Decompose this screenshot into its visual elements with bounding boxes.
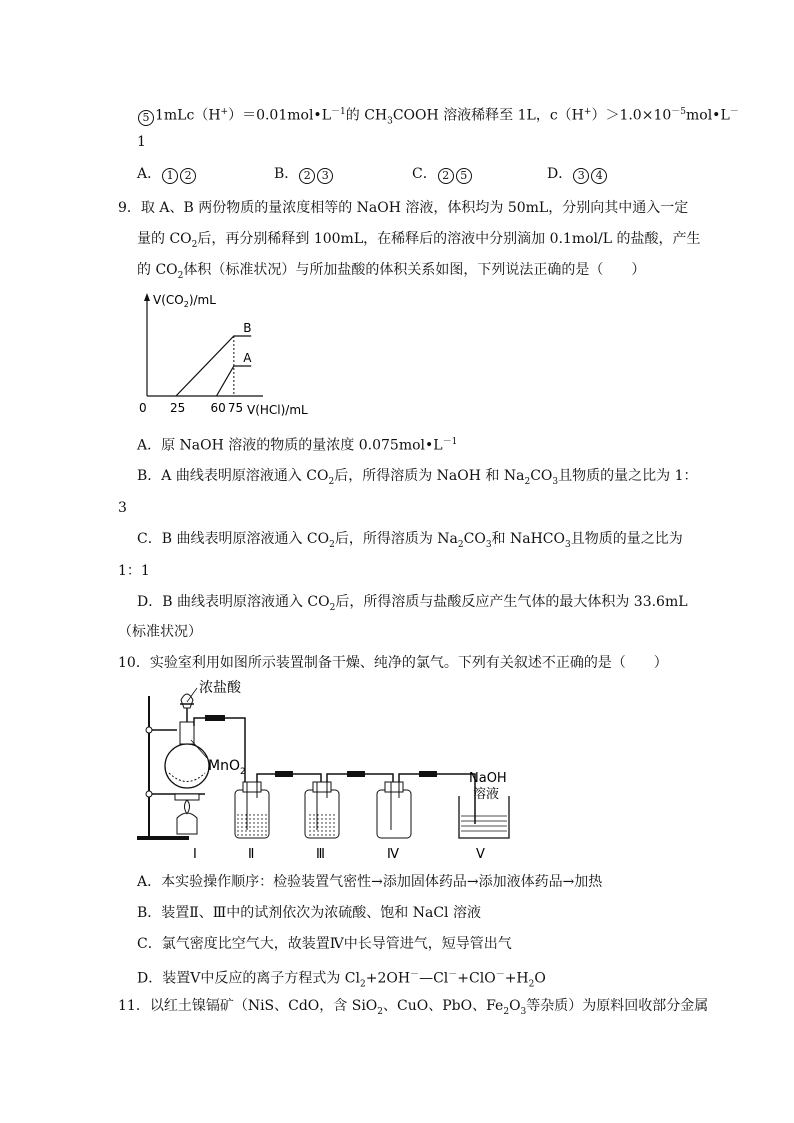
q8-item5-wrap: 1 [137,134,146,150]
q10-option-a[interactable]: A．本实验操作顺序：检验装置气密性→添加固体药品→添加液体药品→加热 [137,874,603,890]
x-tick-label-75: 75 [227,401,244,415]
x-tick-label-0: 0 [139,401,147,415]
q10-apparatus [125,678,545,863]
q9-stem-3: 的 $CO_2$体积（标准状况）与所加盐酸的体积关系如图，下列说法正确的是（ ） [137,262,646,281]
q9-stem-1: 9．取 A、B 两份物质的量浓度相等的 NaOH 溶液，体积均为 50mL，分别向其中通入一定 [118,200,689,216]
y-axis-label: $V(CO_2)/mL$ [153,293,216,309]
bottle-2 [235,782,269,838]
bottle-3 [305,782,339,838]
q11-stem: 11．以红土镍镉矿（NiS、CdO，含 SiO$_2$、CuO、PbO、$Fe_2O_3$等杂质）为原料回收部分金属 [118,998,709,1017]
label-mno2: MnO$_2$ [208,758,246,777]
series-label-A: A [243,351,252,365]
label-iii: Ⅲ [316,847,325,862]
stand-base [137,836,189,840]
q9-stem-2: 量的 $CO_2$后，再分别稀释到 100mL，在稀释后的溶液中分别滴加 0.1mol/L 的盐酸，产生 [137,231,701,250]
x-tick-label-25: 25 [169,401,186,415]
q9-option-b[interactable]: B．A 曲线表明原溶液通入 $CO_2$后，所得溶质为 NaOH 和 $Na_2CO_3$且物质的量之比为 1： [137,468,698,487]
q9-option-d[interactable]: D．B 曲线表明原溶液通入 $CO_2$后，所得溶质与盐酸反应产生气体的最大体积为 33.6mL [137,594,688,613]
q10-stem: 10．实验室利用如图所示装置制备干燥、纯净的氯气。下列有关叙述不正确的是（ ） [118,655,668,671]
q9-option-d-wrap: （标准状况） [118,624,202,640]
label-naoh: NaOH [469,771,507,786]
q10-option-d[interactable]: D．装置Ⅴ中反应的离子方程式为 $Cl_2+2OH^-—Cl^-+ClO^-+H_2O$ [137,970,546,990]
label-conc-hcl: 浓盐酸 [199,680,241,696]
alcohol-lamp [177,813,197,834]
q10-option-b[interactable]: B．装置Ⅱ、Ⅲ中的试剂依次为浓硫酸、饱和 NaCl 溶液 [137,905,481,921]
q8-option-d[interactable]: D． 3 4 [547,164,608,184]
x-axis-label: V(HCl)/mL [247,403,308,417]
q9-chart [135,288,335,418]
label-ii: Ⅱ [248,847,255,862]
q9-option-b-wrap: 3 [118,500,127,516]
q8-option-b[interactable]: B． 2 3 [274,164,334,184]
y-axis-arrow [144,293,150,301]
x-tick-label-60: 60 [210,401,226,415]
label-v: Ⅴ [476,847,485,862]
label-i: Ⅰ [193,847,197,862]
q10-option-c[interactable]: C．氯气密度比空气大，故装置Ⅳ中长导管进气，短导管出气 [137,936,512,952]
bottle-4 [377,782,411,838]
q8-option-a[interactable]: A． 1 2 [137,164,197,184]
label-solution: 溶液 [473,787,500,802]
q9-option-c-wrap: 1：1 [118,563,150,579]
beaker-5 [459,796,509,838]
label-iv: Ⅳ [387,847,399,862]
q9-option-a[interactable]: A．原 NaOH 溶液的物质的量浓度 $0.075mol•L^{-1}$ [137,437,458,454]
circle-number: 5 [138,110,154,126]
q9-option-c[interactable]: C．B 曲线表明原溶液通入 $CO_2$后，所得溶质为 $Na_2CO_3$和 NaHCO$_3$且物质的量之比为 [137,531,683,550]
q8-item5-line: 5 $1mLc(H^+)=0.01mol•L^{-1}$的 $CH_3COOH$ 溶液稀释至 1L，$c(H^+)>1.0\times 10^{-5}mol•L^-$ [137,102,739,131]
q8-option-c[interactable]: C． 2 5 [412,164,473,184]
series-label-B: B [243,321,252,335]
